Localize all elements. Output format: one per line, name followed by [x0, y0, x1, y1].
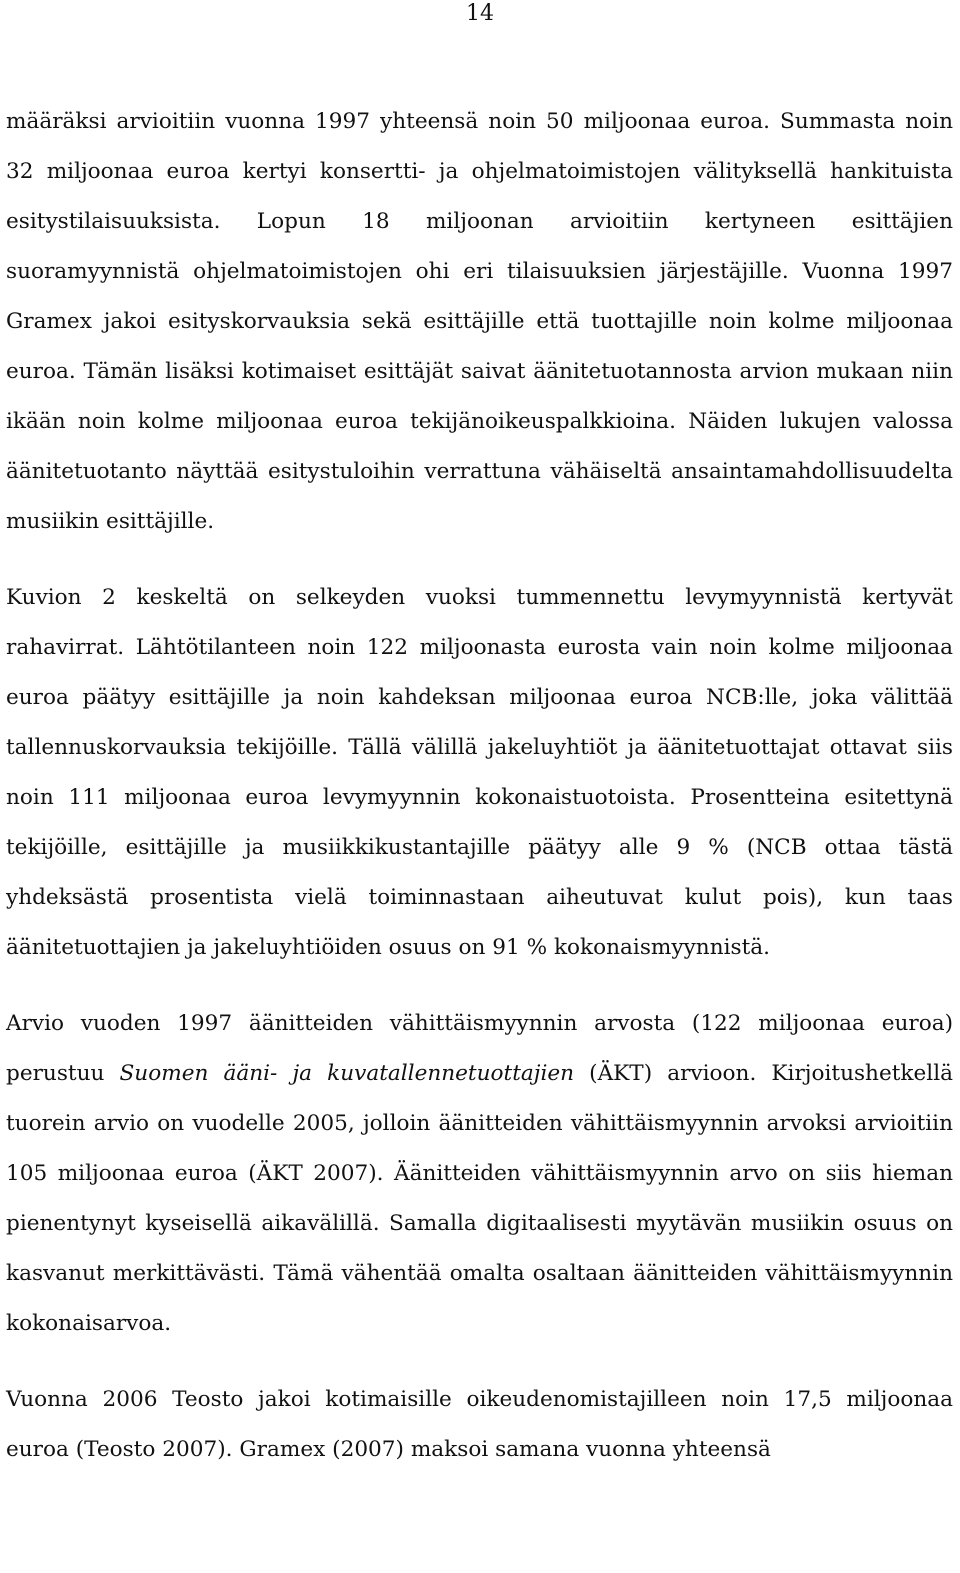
paragraph-1: määräksi arvioitiin vuonna 1997 yhteensä noin 50 miljoonaa euroa. Summasta noin 32 miljoonaa euroa kertyi konsertti- ja ohjelmatoimistojen välityksellä hankituista esitystilaisuuksista. Lopun 18 miljoonan arvioitiin kertyneen esittäjien suoramyynnistä ohjelmatoimistojen ohi eri tilaisuuksien järjestäjille. Vuonna 1997 Gramex jakoi esityskorvauksia sekä esittäjille että tuottajille noin kolme miljoonaa euroa. Tämän lisäksi kotimaiset esittäjät saivat äänitetuotannosta arvion mukaan niin ikään noin kolme miljoonaa euroa tekijänoikeuspalkkioina. Näiden lukujen valossa äänitetuotanto näyttää esitystuloihin verrattuna vähäiseltä ansaintamahdollisuudelta musiikin esittäjille.: [6, 109, 953, 534]
page-number: 14: [466, 1, 494, 26]
document-body: [6, 97, 953, 1475]
paragraph-2: Kuvion 2 keskeltä on selkeyden vuoksi tummennettu levymyynnistä kertyvät rahavirrat. Lähtötilanteen noin 122 miljoonasta eurosta vain noin kolme miljoonaa euroa päätyy esittäjille ja noin kahdeksan miljoonaa euroa NCB:lle, joka välittää tallennuskorvauksia tekijöille. Tällä välillä jakeluyhtiöt ja äänitetuottajat ottavat siis noin 111 miljoonaa euroa levymyynnin kokonaistuotoista. Prosentteina esitettynä tekijöille, esittäjille ja musiikkikustantajille päätyy alle 9 % (NCB ottaa tästä yhdeksästä prosentista vielä toiminnastaan aiheutuvat kulut pois), kun taas äänitetuottajien ja jakeluyhtiöiden osuus on 91 % kokonaismyynnistä.: [6, 585, 953, 960]
paragraph-3-text-before: Arvio vuoden 1997 äänitteiden vähittäismyynnin arvosta (122 miljoonaa euroa) perustuu: [6, 1011, 953, 1086]
paragraph-3-italic-title: Suomen ääni- ja kuvatallennetuottajien: [119, 1061, 575, 1086]
paragraph-3-text-after: (ÄKT) arvioon. Kirjoitushetkellä tuorein arvio on vuodelle 2005, jolloin äänitteiden vähittäismyynnin arvoksi arvioitiin 105 miljoonaa euroa (ÄKT 2007). Äänitteiden vähittäismyynnin arvo on siis hieman pienentynyt kyseisellä aikavälillä. Samalla digitaalisesti myytävän musiikin osuus on kasvanut merkittävästi. Tämä vähentää omalta osaltaan äänitteiden vähittäismyynnin kokonaisarvoa.: [6, 1061, 953, 1336]
paragraph-4: Vuonna 2006 Teosto jakoi kotimaisille oikeudenomistajilleen noin 17,5 miljoonaa euroa (Teosto 2007). Gramex (2007) maksoi samana vuonna yhteensä: [6, 1387, 953, 1462]
paragraph-3: [6, 999, 953, 1349]
